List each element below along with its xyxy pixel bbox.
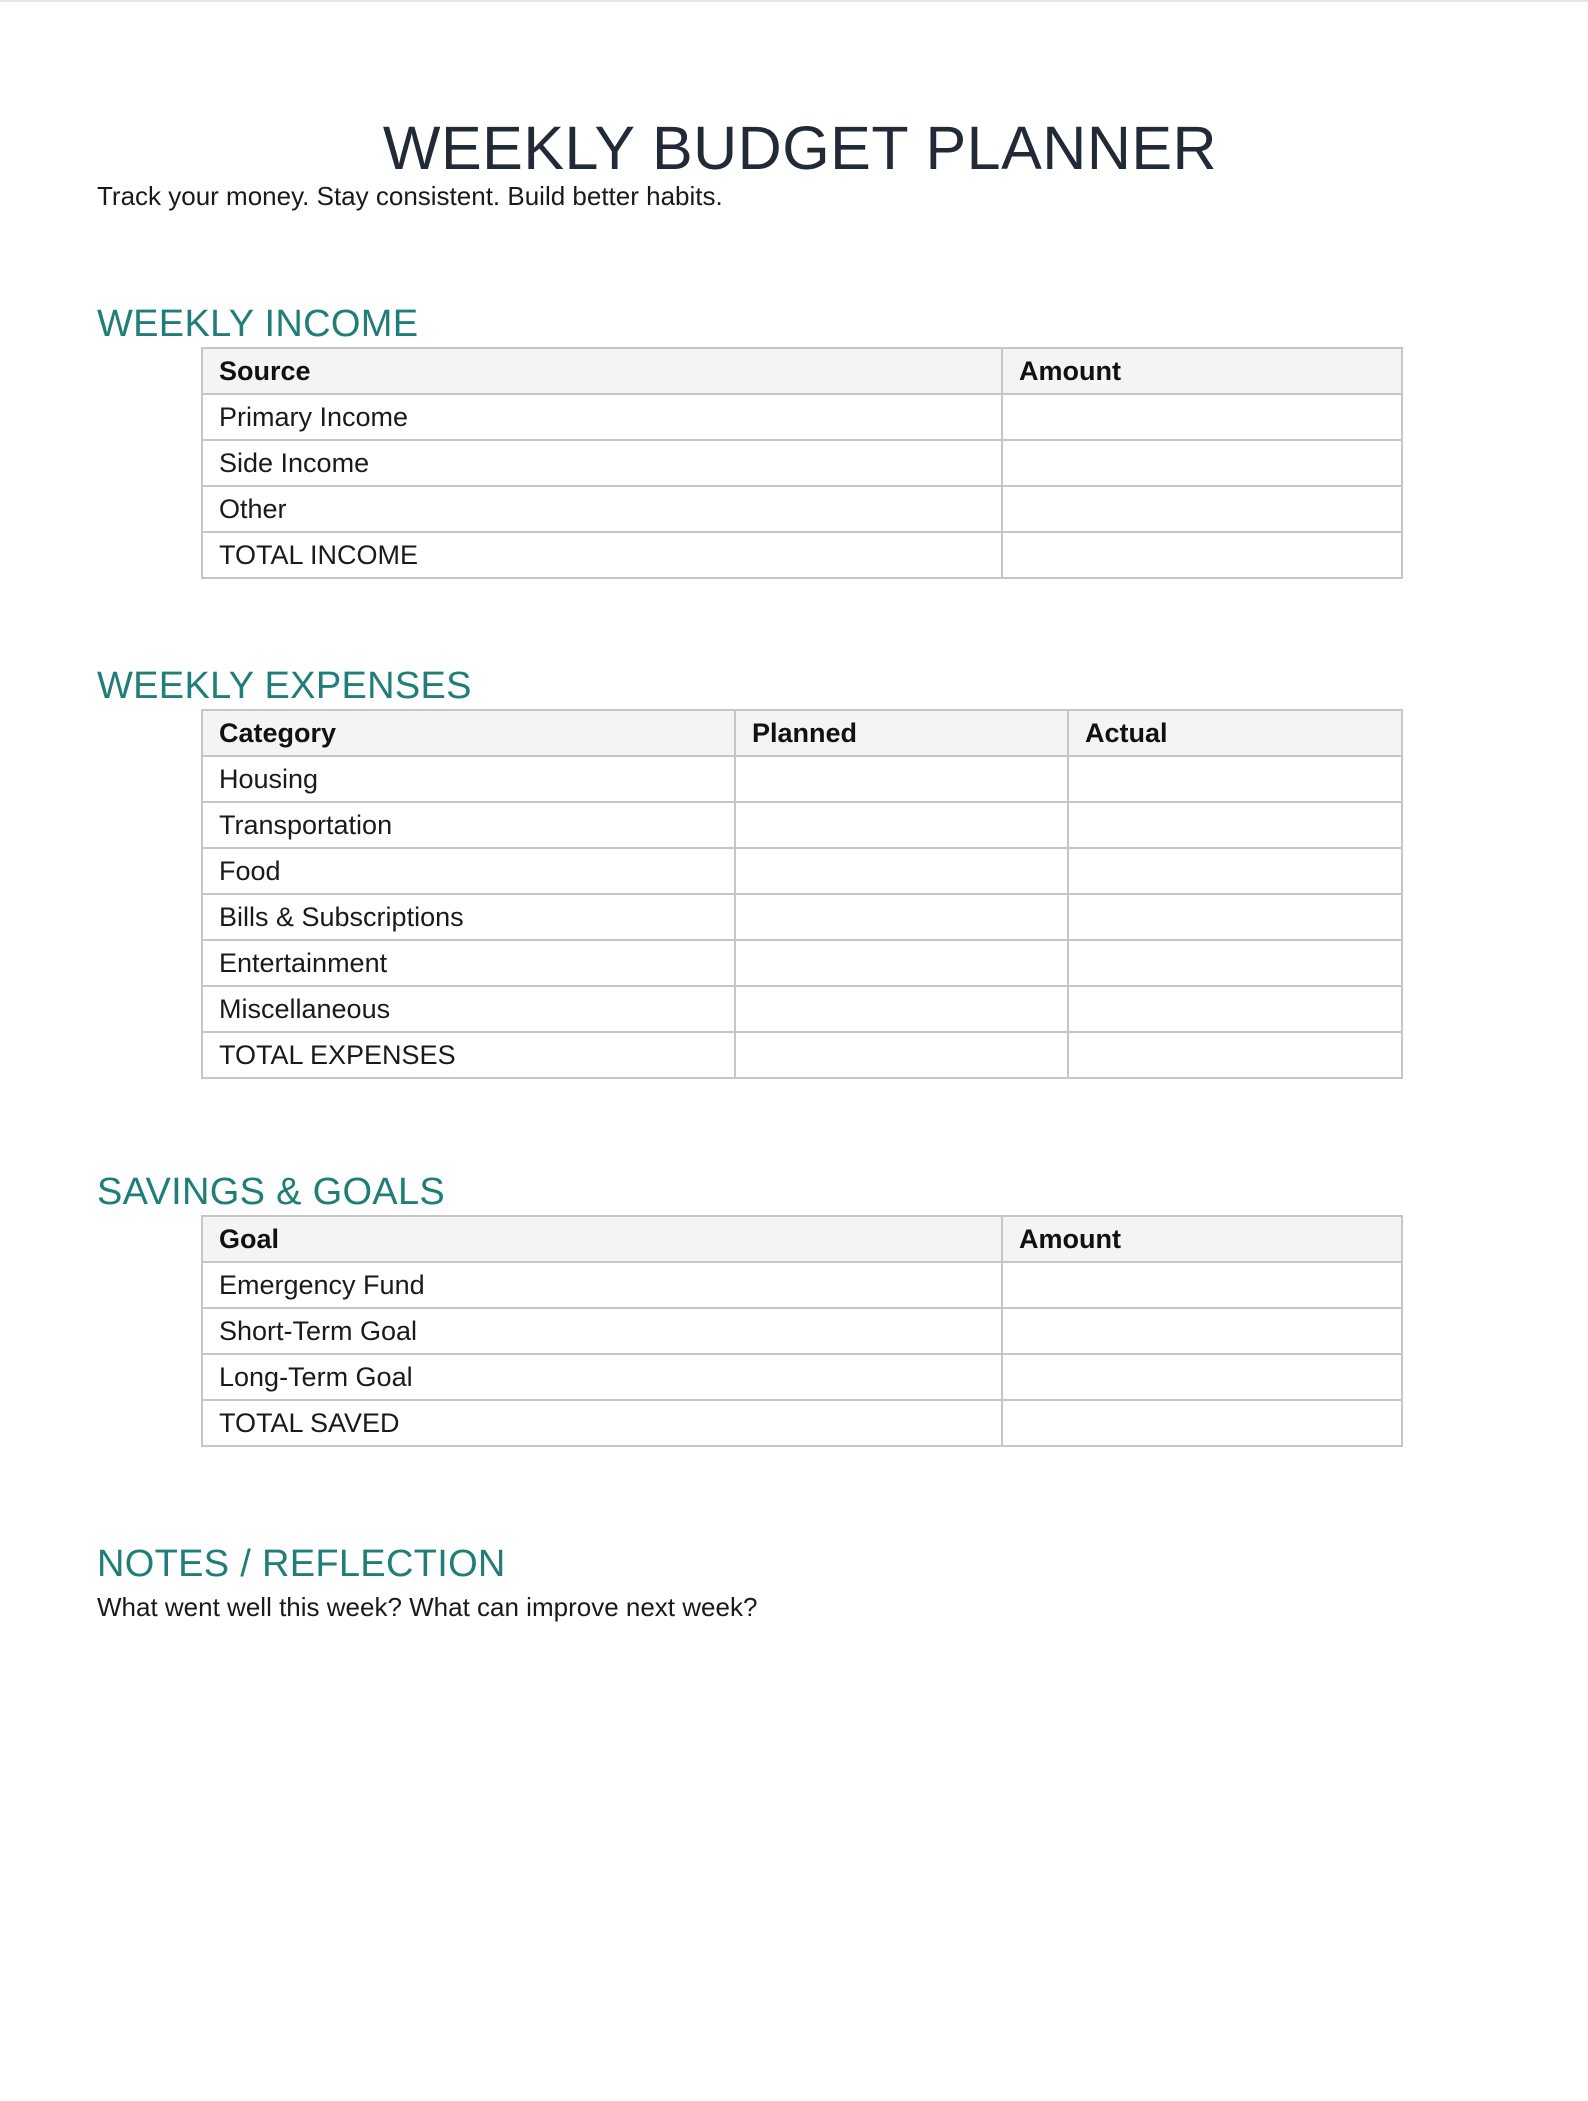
income-total-cell[interactable] [1002, 532, 1402, 578]
table-row [202, 986, 1402, 1032]
expense-planned-cell[interactable] [735, 940, 1068, 986]
income-table [201, 347, 1403, 579]
savings-goal-label: Long-Term Goal [202, 1354, 1002, 1400]
income-total-label: TOTAL INCOME [202, 532, 1002, 578]
expenses-table [201, 709, 1403, 1079]
expense-actual-cell[interactable] [1068, 848, 1402, 894]
column-header-amount: Amount [1002, 348, 1402, 394]
table-row [202, 532, 1402, 578]
table-row [202, 1308, 1402, 1354]
expense-actual-cell[interactable] [1068, 756, 1402, 802]
expense-total-label: TOTAL EXPENSES [202, 1032, 735, 1078]
income-heading: WEEKLY INCOME [97, 303, 419, 345]
savings-amount-cell[interactable] [1002, 1308, 1402, 1354]
expense-actual-cell[interactable] [1068, 940, 1402, 986]
table-row [202, 894, 1402, 940]
table-row [202, 1262, 1402, 1308]
table-row [202, 440, 1402, 486]
savings-total-label: TOTAL SAVED [202, 1400, 1002, 1446]
column-header-source: Source [202, 348, 1002, 394]
income-header-row [202, 348, 1402, 394]
expense-planned-cell[interactable] [735, 848, 1068, 894]
expense-category-label: Food [202, 848, 735, 894]
notes-prompt: What went well this week? What can improve next week? [97, 1592, 758, 1622]
income-amount-cell[interactable] [1002, 440, 1402, 486]
table-row [202, 394, 1402, 440]
savings-table [201, 1215, 1403, 1447]
expense-total-planned-cell[interactable] [735, 1032, 1068, 1078]
top-rule [0, 0, 1588, 2]
column-header-planned: Planned [735, 710, 1068, 756]
expense-total-actual-cell[interactable] [1068, 1032, 1402, 1078]
expense-planned-cell[interactable] [735, 802, 1068, 848]
income-amount-cell[interactable] [1002, 486, 1402, 532]
income-source-label: Other [202, 486, 1002, 532]
table-row [202, 1354, 1402, 1400]
expense-actual-cell[interactable] [1068, 802, 1402, 848]
table-row [202, 1032, 1402, 1078]
expense-category-label: Entertainment [202, 940, 735, 986]
table-row [202, 486, 1402, 532]
table-row [202, 848, 1402, 894]
expense-planned-cell[interactable] [735, 894, 1068, 940]
expense-category-label: Bills & Subscriptions [202, 894, 735, 940]
savings-goal-label: Emergency Fund [202, 1262, 1002, 1308]
column-header-category: Category [202, 710, 735, 756]
table-row [202, 756, 1402, 802]
savings-goal-label: Short-Term Goal [202, 1308, 1002, 1354]
income-source-label: Primary Income [202, 394, 1002, 440]
column-header-goal: Goal [202, 1216, 1002, 1262]
page-subtitle: Track your money. Stay consistent. Build better habits. [97, 181, 723, 211]
expense-category-label: Housing [202, 756, 735, 802]
expense-actual-cell[interactable] [1068, 986, 1402, 1032]
savings-heading: SAVINGS & GOALS [97, 1171, 446, 1213]
savings-total-cell[interactable] [1002, 1400, 1402, 1446]
income-amount-cell[interactable] [1002, 394, 1402, 440]
expense-actual-cell[interactable] [1068, 894, 1402, 940]
table-row [202, 802, 1402, 848]
page-title: WEEKLY BUDGET PLANNER [382, 114, 1218, 182]
column-header-amount: Amount [1002, 1216, 1402, 1262]
table-row [202, 940, 1402, 986]
income-source-label: Side Income [202, 440, 1002, 486]
savings-header-row [202, 1216, 1402, 1262]
notes-heading: NOTES / REFLECTION [97, 1543, 506, 1585]
expense-category-label: Miscellaneous [202, 986, 735, 1032]
expenses-heading: WEEKLY EXPENSES [97, 665, 472, 707]
expense-planned-cell[interactable] [735, 986, 1068, 1032]
expense-planned-cell[interactable] [735, 756, 1068, 802]
column-header-actual: Actual [1068, 710, 1402, 756]
savings-amount-cell[interactable] [1002, 1262, 1402, 1308]
expenses-header-row [202, 710, 1402, 756]
savings-amount-cell[interactable] [1002, 1354, 1402, 1400]
expense-category-label: Transportation [202, 802, 735, 848]
table-row [202, 1400, 1402, 1446]
